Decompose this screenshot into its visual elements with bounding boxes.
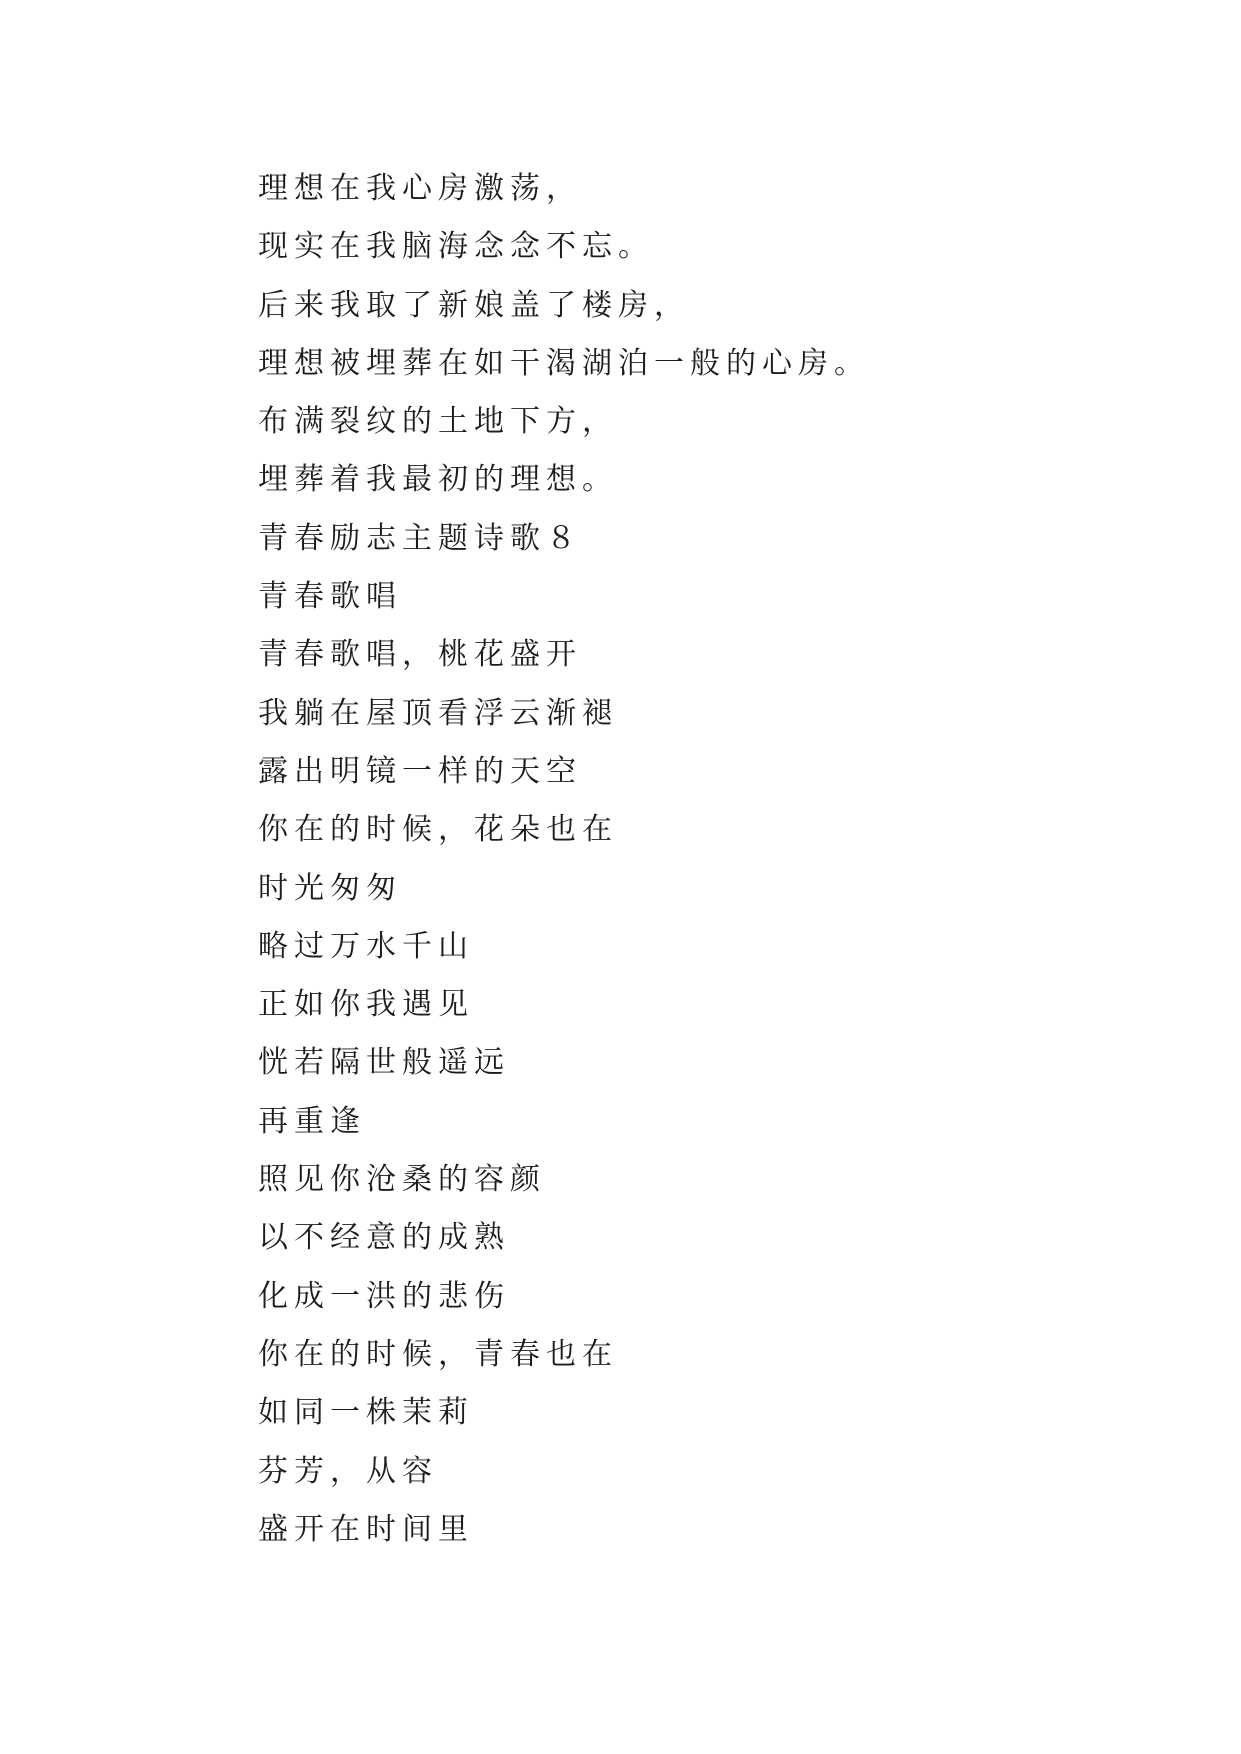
poem-line: 正如你我遇见 [258,987,474,1023]
poem-title: 青春歌唱 [258,579,402,615]
poem-line: 略过万水千山 [258,928,474,964]
poem-line: 布满裂纹的土地下方， [258,404,618,440]
poem-line: 理想被埋葬在如干渴湖泊一般的心房。 [258,345,870,381]
poem-body [258,160,870,1559]
poem-line: 时光匆匆 [258,870,402,906]
poem-line: 芬芳，从容 [258,1453,438,1489]
poem-line: 照见你沧桑的容颜 [258,1162,546,1198]
poem-line: 化成一洪的悲伤 [258,1278,510,1314]
poem-line: 埋葬着我最初的理想。 [258,462,618,498]
poem-line: 再重逢 [258,1103,366,1139]
poem-line: 理想在我心房激荡， [258,171,582,206]
poem-line: 你在的时候，青春也在 [258,1336,618,1372]
poem-heading: 青春励志主题诗歌８ [258,520,582,556]
poem-line: 我躺在屋顶看浮云渐褪 [258,695,618,731]
poem-line: 恍若隔世般遥远 [258,1045,510,1081]
poem-line: 青春歌唱，桃花盛开 [258,637,582,673]
poem-line: 如同一株茉莉 [258,1395,474,1431]
poem-line: 盛开在时间里 [258,1511,474,1547]
poem-line: 你在的时候，花朵也在 [258,812,618,848]
poem-line: 后来我取了新娘盖了楼房， [258,287,690,323]
poem-line: 以不经意的成熟 [258,1220,510,1256]
poem-line: 现实在我脑海念念不忘。 [258,229,654,265]
poem-line: 露出明镜一样的天空 [258,753,582,789]
